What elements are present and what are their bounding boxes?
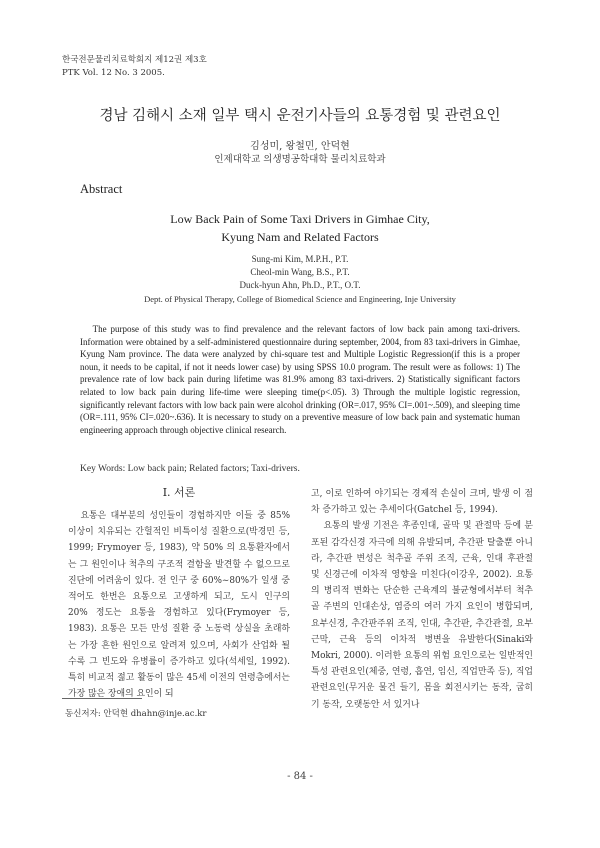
corresponding-author-footnote: 동신저자: 안덕현 dhahn@inje.ac.kr (65, 709, 207, 719)
author-en-1: Sung-mi Kim, M.P.H., P.T. (251, 254, 349, 264)
keywords: Key Words: Low back pain; Related factors; Taxi-drivers. (80, 464, 300, 474)
abstract-paragraph: The purpose of this study was to find prevalence and the relevant factors of low back pain among taxi-drivers. Information were obtained by a self-administered questionnaire during september, 2004, from 83 taxi-drivers in Gimhae, Kyung Nam province. The data were analyzed by chi-square test and Multiple Logistic Regression(if this is a proper noun, it needs to be capital, if not it needs lower case) by using SPSS 10.0 program. The result were as follows: 1) The prevalence rate of low back pain during lifetime was 81.9% among 83 taxi-drivers. 2) Statistically significant factors related to low back pain during life-time were sleeping time(p<.05). 3) Through the multiple logistic regression, significantly relevant factors with low back pain were alcohol drinking (OR=.017, 95% CI=.001~.509), and sleeping time (OR=.111, 95% CI=.020~.636). It is necessary to study on a preventive measure of low back pain and systematic human engineering approach through objective clinical research. (80, 324, 520, 435)
abstract-heading: Abstract (80, 182, 123, 196)
abstract-body (80, 323, 520, 436)
right-column (311, 486, 533, 713)
section-heading-introduction: Ⅰ. 서론 (162, 486, 196, 499)
journal-volume: PTK Vol. 12 No. 3 2005. (62, 68, 165, 78)
paper-title-kr: 경남 김해시 소재 일부 택시 운전기사들의 요통경험 및 관련요인 (99, 108, 501, 124)
body-paragraph: 요통은 대부분의 성인들이 경험하지만 이들 중 85% 이상이 치유되는 간헐적인 비특이성 질환으로(박경민 등, 1999; Frymoyer 등, 1983), 약 50% 의 요통환자에서는 그 원인이나 척추의 구조적 결함을 발견할 수 없으므로 진단에 어려움이 있다. 전 인구 중 60%∼80%가 일생 중 적어도 한번은 요통으로 고생하게 되고, 도시 인구의 20% 정도는 요통을 경험하고 있다(Frymoyer 등, 1983). 요통은 모든 만성 질환 중 노동력 상실을 초래하는 가장 흔한 원인으로 알려져 있으며, 사회가 산업화 될수록 그 빈도와 유병률이 증가하고 있다(석세일, 1992). 특히 비교적 젊고 활동이 많은 45세 이전의 연령층에서는 가장 많은 장애의 요인이 되 (68, 511, 290, 700)
authors-kr: 김성미, 왕철민, 안덕현 (250, 141, 350, 152)
left-column (68, 486, 290, 702)
affiliation-kr: 인제대학교 의생명공학대학 물리치료학과 (214, 154, 386, 165)
body-paragraph: 요통의 발생 기전은 후종인대, 골막 및 관절막 등에 분포된 감각신경 자극에 의해 유발되며, 추간판 탈출뿐 아니라, 추간판 변성은 척추골 주위 조직, 근육, 인대 후관절 및 신경근에 이차적 영향을 미친다(이강우, 2002). 요통의 병리적 변화는 단순한 근육계의 불균형에서부터 척추골 주변의 인대손상, 염증의 여러 가지 요인이 병합되며, 요부신경, 추간판주위 조직, 인대, 추간판, 추간관절, 요부근막, 근육 등의 이차적 병변을 유발한다(Sinaki와 Mokri, 2000). 이러한 요통의 위험 요인으로는 일반적인 특성 관련요인(체중, 연령, 흡연, 임신, 직업만족 등), 직업 관련요인(무거운 물건 들기, 몸을 회전시키는 동작, 굽히기 동작, 오랫동안 서 있거나 (311, 521, 533, 710)
paper-title-en-line2: Kyung Nam and Related Factors (221, 230, 379, 244)
author-en-3: Duck-hyun Ahn, Ph.D., P.T., O.T. (239, 280, 361, 290)
paper-title-en (0, 210, 600, 246)
body-paragraph: 고, 이로 인하여 야기되는 경제적 손실이 크며, 발생 이 점차 증가하고 있는 추세이다(Gatchel 등, 1994). (311, 489, 533, 516)
paper-title-en-line1: Low Back Pain of Some Taxi Drivers in Gimhae City, (170, 212, 430, 226)
journal-name-kr: 한국전문물리치료학회지 제12권 제3호 (62, 55, 207, 65)
affiliation-en: Dept. of Physical Therapy, College of Biomedical Science and Engineering, Inje University (144, 294, 456, 304)
page-number: - 84 - (287, 771, 313, 782)
footnote-divider (62, 698, 142, 699)
author-en-2: Cheol-min Wang, B.S., P.T. (250, 267, 350, 277)
